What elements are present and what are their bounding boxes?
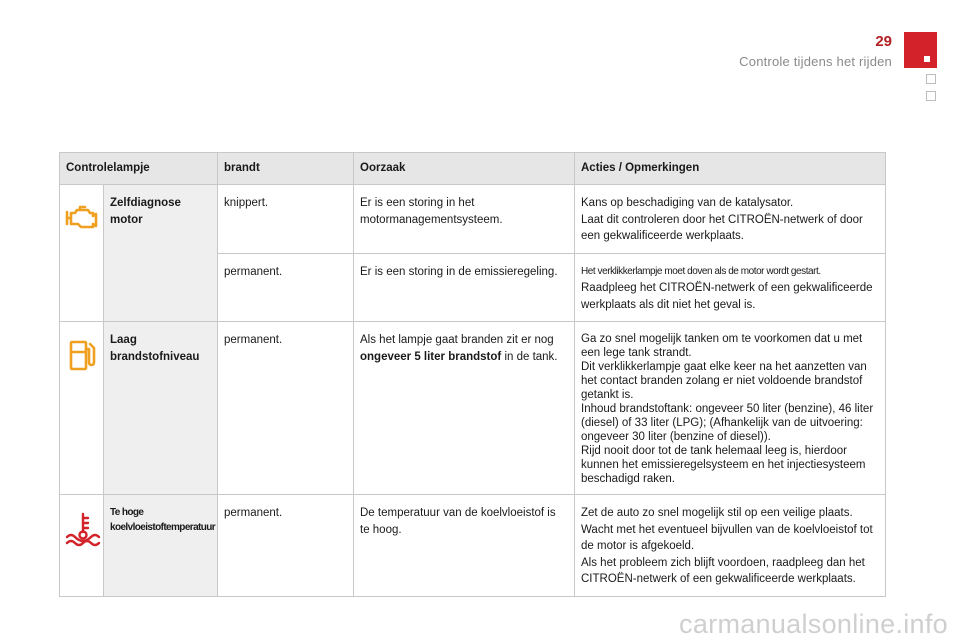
action-line: Raadpleeg het CITROËN-netwerk of een gekwalificeerde werkplaats als dit niet het geval is.: [581, 282, 873, 311]
chapter-tab-box[interactable]: [926, 91, 936, 101]
icon-cell: [60, 322, 104, 495]
actions-cell: [575, 322, 886, 495]
page-number: 29: [875, 33, 892, 50]
state-cell: permanent.: [218, 322, 354, 495]
section-title: Controle tijdens het rijden: [739, 54, 892, 69]
cause-emphasis: ongeveer 5 liter brandstof: [360, 350, 502, 363]
table-row: [60, 185, 886, 254]
column-header: brandt: [218, 153, 354, 185]
column-header: Acties / Opmerkingen: [575, 153, 886, 185]
state-cell: permanent.: [218, 495, 354, 597]
action-line: Dit verklikkerlampje gaat elke keer na het aanzetten van het contact branden zolang er niet voldoende brandstof getankt is.: [581, 361, 867, 401]
warning-name: [104, 495, 218, 597]
cause-cell: [354, 322, 575, 495]
actions-cell: [575, 253, 886, 322]
cause-text: in de tank.: [504, 350, 558, 363]
warning-name: Laag brandstofniveau: [104, 322, 218, 495]
icon-cell: [60, 185, 104, 322]
chapter-tab[interactable]: [904, 32, 937, 68]
table-row: [60, 495, 886, 597]
action-line: Als het probleem zich blijft voordoen, raadpleeg dan het CITROËN-netwerk of een gekwalificeerde werkplaats.: [581, 556, 865, 585]
fuel-pump-icon: [63, 335, 107, 381]
state-cell: knippert.: [218, 185, 354, 254]
column-header: Controlelampje: [60, 153, 218, 185]
cause-text: Als het lampje gaat branden zit er nog: [360, 334, 554, 346]
chapter-tab-marker: [924, 56, 930, 62]
action-line: Laat dit controleren door het CITROËN-netwerk of door een gekwalificeerde werkplaats.: [581, 213, 863, 242]
cause-cell: Er is een storing in het motormanagementsysteem.: [354, 185, 575, 254]
engine-icon: [63, 198, 107, 244]
action-line: Wacht met het eventueel bijvullen van de koelvloeistof tot de motor is afgekoeld.: [581, 523, 873, 552]
warning-name: Zelfdiagnose motor: [104, 185, 218, 322]
table-header-row: [60, 153, 886, 185]
warning-lights-table: [59, 152, 886, 597]
warning-name-text: Te hoge koelvloeistoftemperatuur: [110, 507, 216, 533]
cause-cell: De temperatuur van de koelvloeistof is te hoog.: [354, 495, 575, 597]
chapter-tab-box[interactable]: [926, 74, 936, 84]
action-line: Het verklikkerlampje moet doven als de motor wordt gestart.: [581, 265, 821, 277]
table-row: [60, 322, 886, 495]
state-cell: permanent.: [218, 253, 354, 322]
watermark: carmanualsonline.info: [679, 609, 948, 639]
action-line: Kans op beschadiging van de katalysator.: [581, 197, 794, 209]
coolant-temperature-icon: [63, 508, 107, 554]
column-header: Oorzaak: [354, 153, 575, 185]
cause-cell: Er is een storing in de emissieregeling.: [354, 253, 575, 322]
actions-cell: [575, 185, 886, 254]
action-line: Ga zo snel mogelijk tanken om te voorkomen dat u met een lege tank strandt.: [581, 333, 863, 359]
action-line: Inhoud brandstoftank: ongeveer 50 liter (benzine), 46 liter (diesel) of 33 liter (LPG); (Afhankelijk van de uitvoering: ongeveer 30 liter (benzine of diesel)).: [581, 403, 874, 443]
action-line: Rijd nooit door tot de tank helemaal leeg is, hierdoor kunnen het emissieregelsysteem en het injectiesysteem beschadigd raken.: [581, 445, 866, 485]
icon-cell: [60, 495, 104, 597]
actions-cell: [575, 495, 886, 597]
action-line: Zet de auto zo snel mogelijk stil op een veilige plaats.: [581, 507, 853, 519]
